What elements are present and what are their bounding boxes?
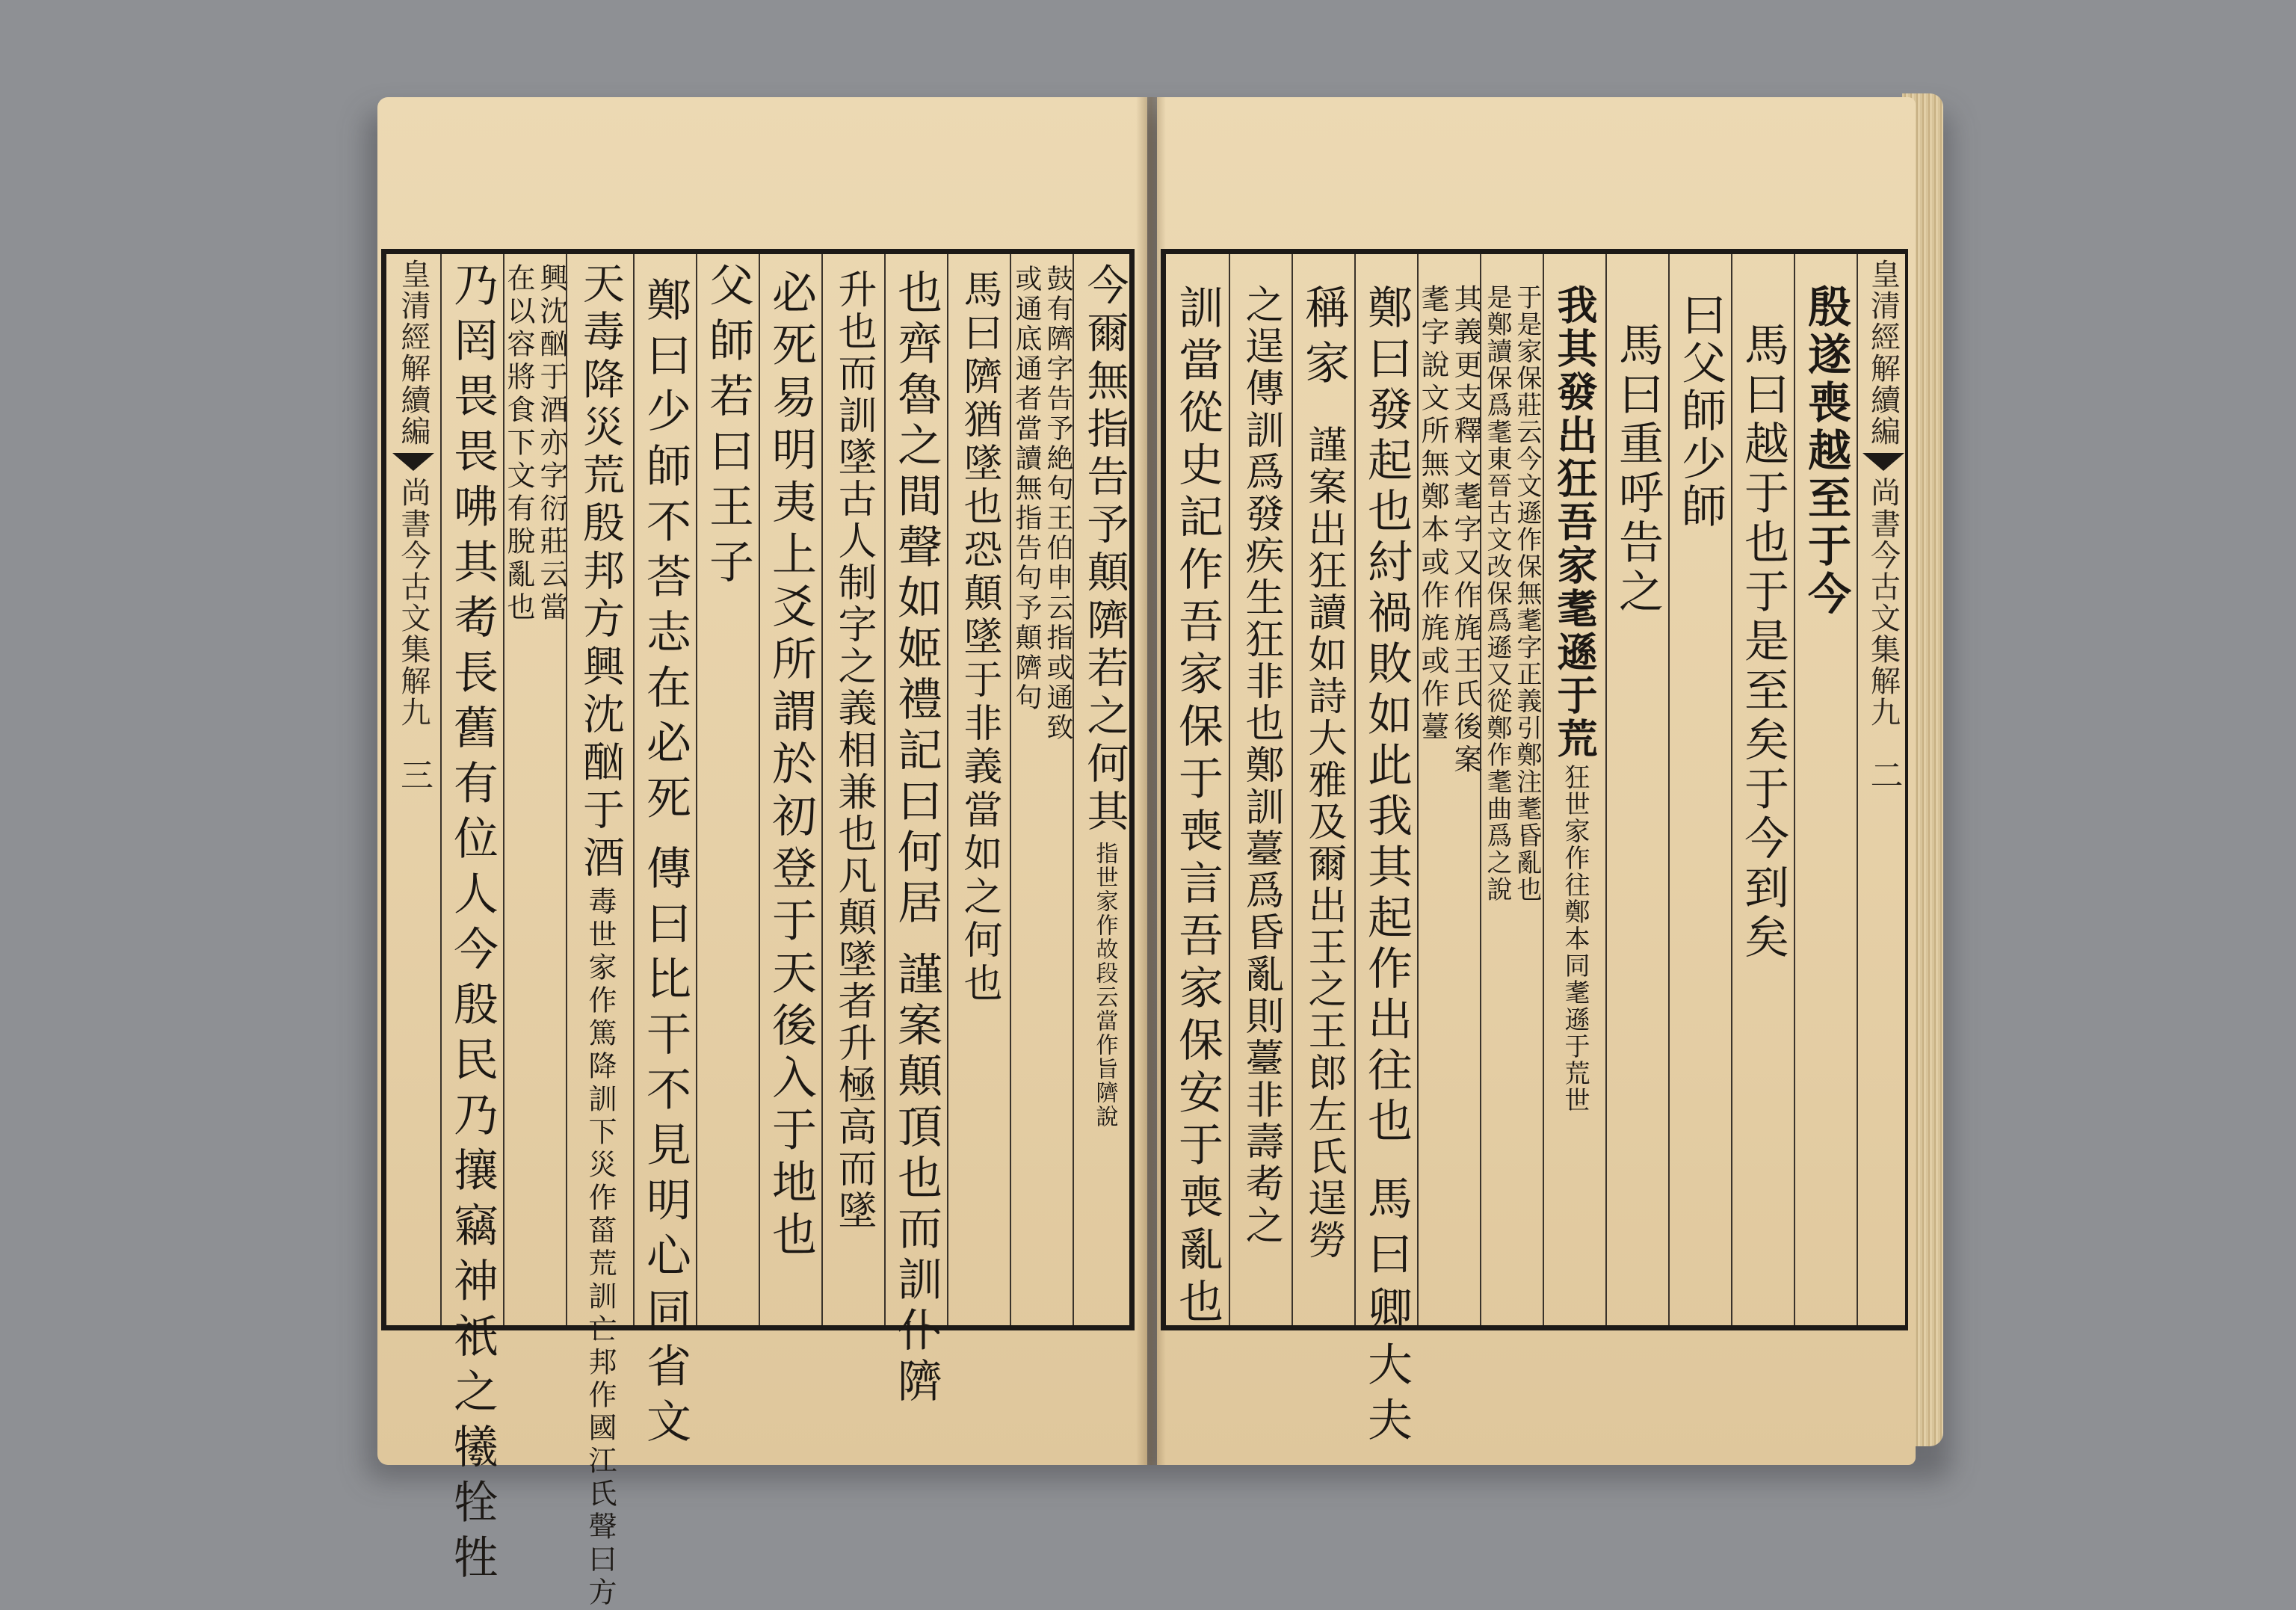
- right-col-6-right: 于是家保莊云今文遜作保無耄字正義引鄭注耄昏亂也: [1512, 284, 1542, 903]
- right-column-9: [1292, 254, 1354, 1325]
- left-col-1-tail: 指世家作故段云當作旨隮說: [1091, 842, 1118, 1129]
- right-col-5-tail: 狂世家作往鄭本同耄遜于荒世: [1560, 764, 1590, 1114]
- left-col-10-left: 在以容將食下文有脫亂也: [502, 263, 535, 625]
- right-col-8-tail: 馬曰卿大夫: [1360, 1175, 1413, 1452]
- right-column-11: [1166, 254, 1229, 1330]
- right-column-4: [1605, 254, 1668, 1325]
- left-column-7: [696, 254, 759, 1325]
- left-column-1: [1073, 254, 1135, 1325]
- left-col-11-text: 乃罔畏畏咈其耇長舊有位人今殷民乃攘竊神祇之犧牷牲: [446, 262, 499, 1589]
- right-page-frame: [1161, 249, 1908, 1452]
- left-column-10: [503, 254, 566, 1325]
- right-col-8-text: 鄭曰發起也紂禍敗如此我其起作出往也: [1360, 284, 1413, 1148]
- right-column-3: [1668, 254, 1731, 1325]
- left-col-8-top: 鄭曰少師不荅志在必死: [639, 277, 691, 830]
- right-column-10: [1229, 254, 1292, 1325]
- left-col-6-text: 必死易明夷上爻所謂於初登于天後入于地也: [765, 269, 817, 1263]
- right-column-6: [1480, 254, 1543, 1325]
- right-col-9-top: 稱家: [1297, 284, 1350, 395]
- right-col-3-text: 曰父師少師: [1674, 292, 1726, 531]
- left-col-2-left: 或通底通者當讀無指告句予顛隮句: [1011, 265, 1042, 713]
- right-col-1-text: 殷遂喪越至于今: [1800, 284, 1851, 619]
- fish-tail-mark: [1863, 453, 1904, 471]
- left-col-10-commentary: [504, 263, 566, 625]
- right-col-7-left: 耄字說文所無鄭本或作旄或作薹: [1416, 284, 1449, 744]
- right-col-6-left: 是鄭讀保爲耄東晉古文改保爲遜又從鄭作耄曲爲之說: [1482, 284, 1512, 903]
- right-margin-title: 皇清經解續編: [1866, 259, 1901, 447]
- right-col-2-text: 馬曰越于也于是至矣于今到矣: [1737, 321, 1789, 963]
- left-column-9: [566, 254, 633, 1610]
- right-col-4-text: 馬曰重呼告之: [1611, 321, 1664, 617]
- left-column-11: [440, 254, 503, 1589]
- right-col-9-tail: 逞勞: [1301, 1178, 1346, 1262]
- left-page-frame: [381, 249, 1135, 1610]
- right-col-11-text: 訓當從史記作吾家保于喪言吾家保安于喪亂也: [1171, 284, 1223, 1330]
- left-column-4: [884, 254, 947, 1408]
- left-margin-title: 皇清經解續編: [396, 259, 430, 447]
- left-column-8: [633, 254, 696, 1453]
- left-margin-subtitle: 尚書今古文集解九: [396, 477, 430, 728]
- left-col-3-text: 馬曰隮猶墜也恐顛墜于非義當如之何也: [957, 269, 1002, 1006]
- left-column-3: [947, 254, 1010, 1325]
- right-col-6-commentary: [1484, 284, 1540, 903]
- right-margin-subtitle: 尚書今古文集解九: [1866, 477, 1901, 728]
- left-col-10-right: 興沈酗于酒亦字衍莊云當: [535, 263, 568, 625]
- right-column-7: [1417, 254, 1480, 1325]
- left-col-7-text: 父師若曰王子: [702, 262, 754, 593]
- right-margin-column: [1857, 254, 1908, 1325]
- right-column-8: [1354, 254, 1417, 1452]
- left-col-2-commentary: [1013, 265, 1071, 743]
- right-col-5-text: 我其發出狂吾家耄遜于荒: [1551, 284, 1599, 761]
- right-column-5: [1543, 254, 1605, 1325]
- left-col-4-top: 也齊魯之間聲如姬禮記曰何居: [890, 269, 942, 930]
- left-column-6: [759, 254, 821, 1325]
- left-folio-number: 三: [395, 758, 433, 791]
- right-col-9-mid: 謹案出狂讀如詩大雅及爾出王之王郎左氏: [1301, 425, 1346, 1178]
- right-folio-number: 二: [1864, 758, 1903, 791]
- left-col-4-mid: 謹案顛頂也而訓仆隮: [890, 951, 942, 1408]
- left-col-9-commentary: 毒世家作篤降訓下災作菑荒訓亡邦作國江氏聲曰方: [584, 886, 617, 1610]
- right-col-10-text: 之逞傳訓爲發疾生狂非也鄭訓薹爲昏亂則薹非壽耇之: [1238, 284, 1283, 1247]
- left-col-8-mid: 傳曰比干不見明心同省文: [639, 845, 691, 1453]
- left-margin-column: [386, 254, 440, 1325]
- left-col-9-text: 天毒降災荒殷邦方興沈酗于酒: [576, 262, 625, 883]
- left-column-2: [1010, 254, 1073, 1325]
- right-column-2: [1731, 254, 1794, 1325]
- left-col-5-text: 升也而訓墜古人制字之義相兼也凡顛墜者升極高而墜: [831, 269, 876, 1232]
- right-col-7-commentary: [1416, 284, 1482, 777]
- left-col-1-text: 今爾無指告予顛隮若之何其: [1080, 263, 1129, 837]
- left-column-5: [821, 254, 884, 1325]
- right-col-7-right: 其義更支釋文耄字又作旄王氏後案: [1449, 284, 1482, 777]
- fish-tail-mark: [392, 453, 434, 471]
- left-col-2-right: 鼓有隮字告予絶句王伯申云指或通致: [1043, 265, 1073, 743]
- right-column-1: [1794, 254, 1857, 1325]
